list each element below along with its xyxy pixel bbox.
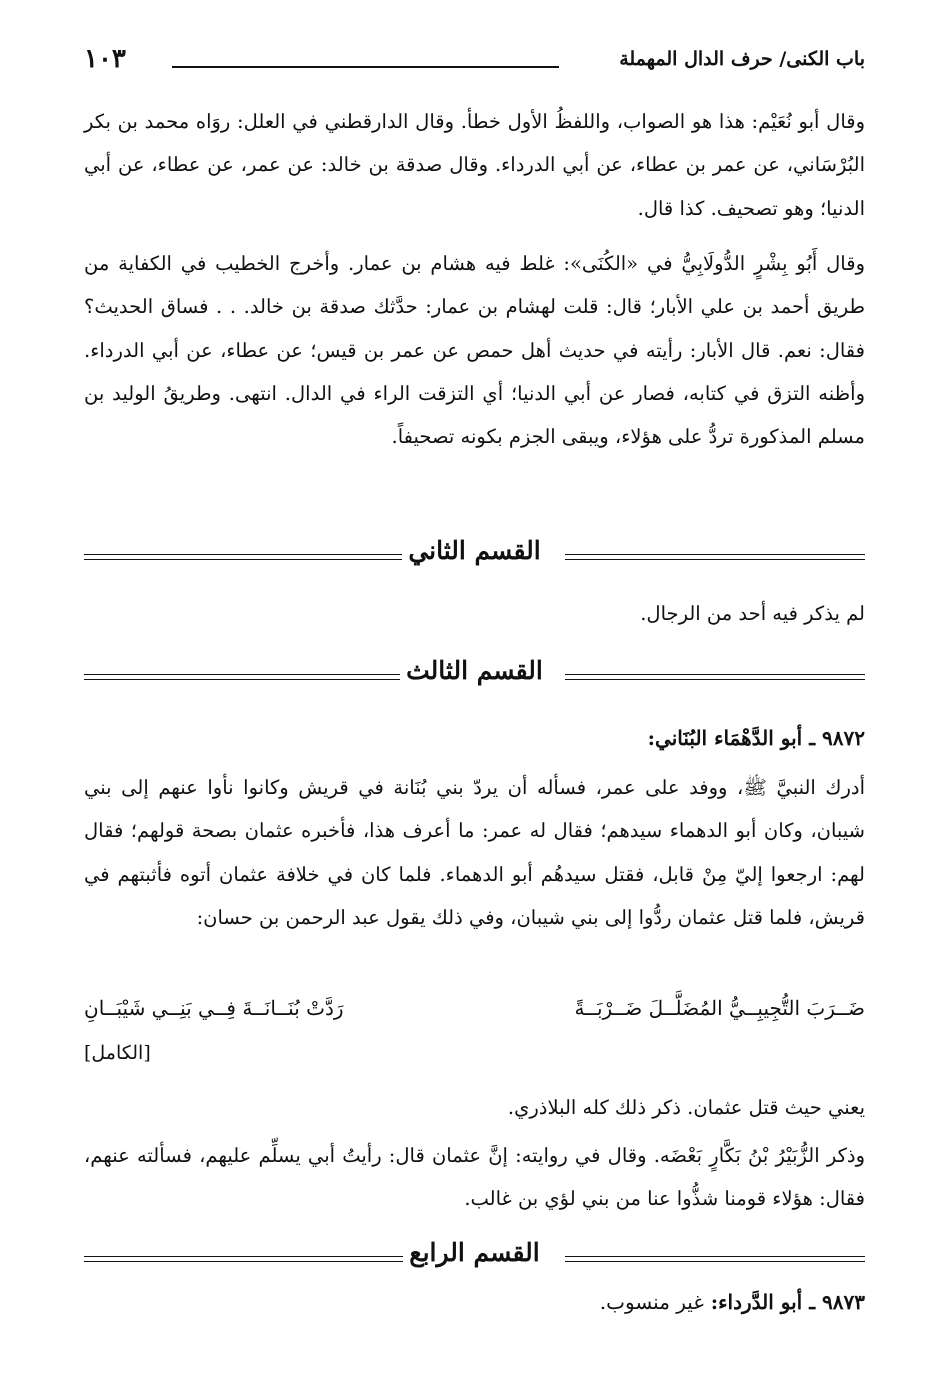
paragraph-no-men: لم يذكر فيه أحد من الرجال.	[640, 602, 865, 625]
entry-title: ٩٨٧٢ ـ أبو الدَّهْمَاء البُنَاني:	[647, 726, 865, 750]
paragraph-abu-dahma: أدرك النبيَّ ﷺ، ووفد على عمر، فسأله أن يردّ بني بُنَانة في قريش وكانوا نأوا عنهم إلى بني شيبان، وكان أبو الدهماء سيدهم؛ فقال له عمر: ما أعرف هذا، فأخبره عثمان بصحة قولهم؛ فقال لهم: ارجعوا إليّ مِنْ قابل، فقتل سيدهُم أبو الدهماء. فلما كان في خلافة عثمان أتوه فأثبتهم في قريش، فلما قتل عثمان ردُّوا إلى بني شيبان، وفي ذلك يقول عبد الرحمن بن حسان:	[84, 776, 865, 929]
section-title: القسم الثاني	[402, 536, 546, 565]
section-title: القسم الثالث	[400, 656, 549, 685]
paragraph-baladhuri: يعني حيث قتل عثمان. ذكر ذلك كله البلاذري.	[507, 1096, 865, 1119]
entry-9872-heading	[648, 726, 865, 750]
section-heading-second	[84, 536, 865, 580]
page-number: ١٠٣	[84, 44, 126, 74]
section-heading-third	[84, 656, 865, 700]
section-title: القسم الرابع	[403, 1238, 545, 1267]
poetry-verse	[84, 996, 865, 1032]
running-title: باب الكنى/ حرف الدال المهملة	[619, 48, 865, 70]
entry-9873-heading	[600, 1290, 865, 1314]
header-rule	[172, 66, 559, 68]
section-heading-fourth	[84, 1238, 865, 1282]
paragraph-zubayr: وذكر الزُّبَيْرُ بْنُ بَكَّارٍ بَعْضَه. وقال في روايته: إنَّ عثمان قال: رأيتُ أبي يسلِّم عليهم، فسألته عنهم، فقال: هؤلاء قومنا شذُّوا عنا من بني لؤي بن غالب.	[84, 1144, 865, 1211]
verse-meter: [الكامل]	[84, 1042, 151, 1064]
page-header	[84, 44, 865, 84]
verse-second-hemistich: رَدَّتْ بُنَــانَــةَ فِــي بَنِــي شَيْبَــانِ	[84, 996, 344, 1020]
entry-text: غير منسوب.	[599, 1290, 704, 1314]
paragraph-dulabi: وقال أَبُو بِشْرٍ الدُّولَابِيُّ في «الكُنَى»: غلط فيه هشام بن عمار. وأخرج الخطيب في الكفاية من طريق أحمد بن علي الأبار؛ قال: قلت لهشام بن عمار: حدَّثك صدقة بن خالد. . . فساق الحديث؟ فقال: نعم. قال الأبار: رأيته في حديث أهل حمص عن عمر بن قيس؛ عن عطاء، عن أبي الدرداء. وأظنه التزق في كتابه، فصار عن أبي الدنيا؛ أي التزقت الراء في الدال. انتهى. وطريقُ الوليد بن مسلم المذكورة تردُّ على هؤلاء، ويبقى الجزم بكونه تصحيفاً.	[84, 252, 865, 449]
paragraph-abu-nuaym: وقال أبو نُعَيْم: هذا هو الصواب، واللفظُ الأول خطأ. وقال الدارقطني في العلل: روَاه محمد بن بكر البُرْسَاني، عن عمر بن عطاء، عن أبي الدرداء. وقال صدقة بن خالد: عن عمر، عن عطاء، عن أبي الدنيا؛ وهو تصحيف. كذا قال.	[84, 110, 865, 220]
verse-first-hemistich: ضَــرَبَ التُّجِيبِــيُّ المُضَلَّــلَ ضَــرْبَــةً	[574, 996, 865, 1020]
entry-title: ٩٨٧٣ ـ أبو الدَّرداء:	[710, 1290, 865, 1314]
